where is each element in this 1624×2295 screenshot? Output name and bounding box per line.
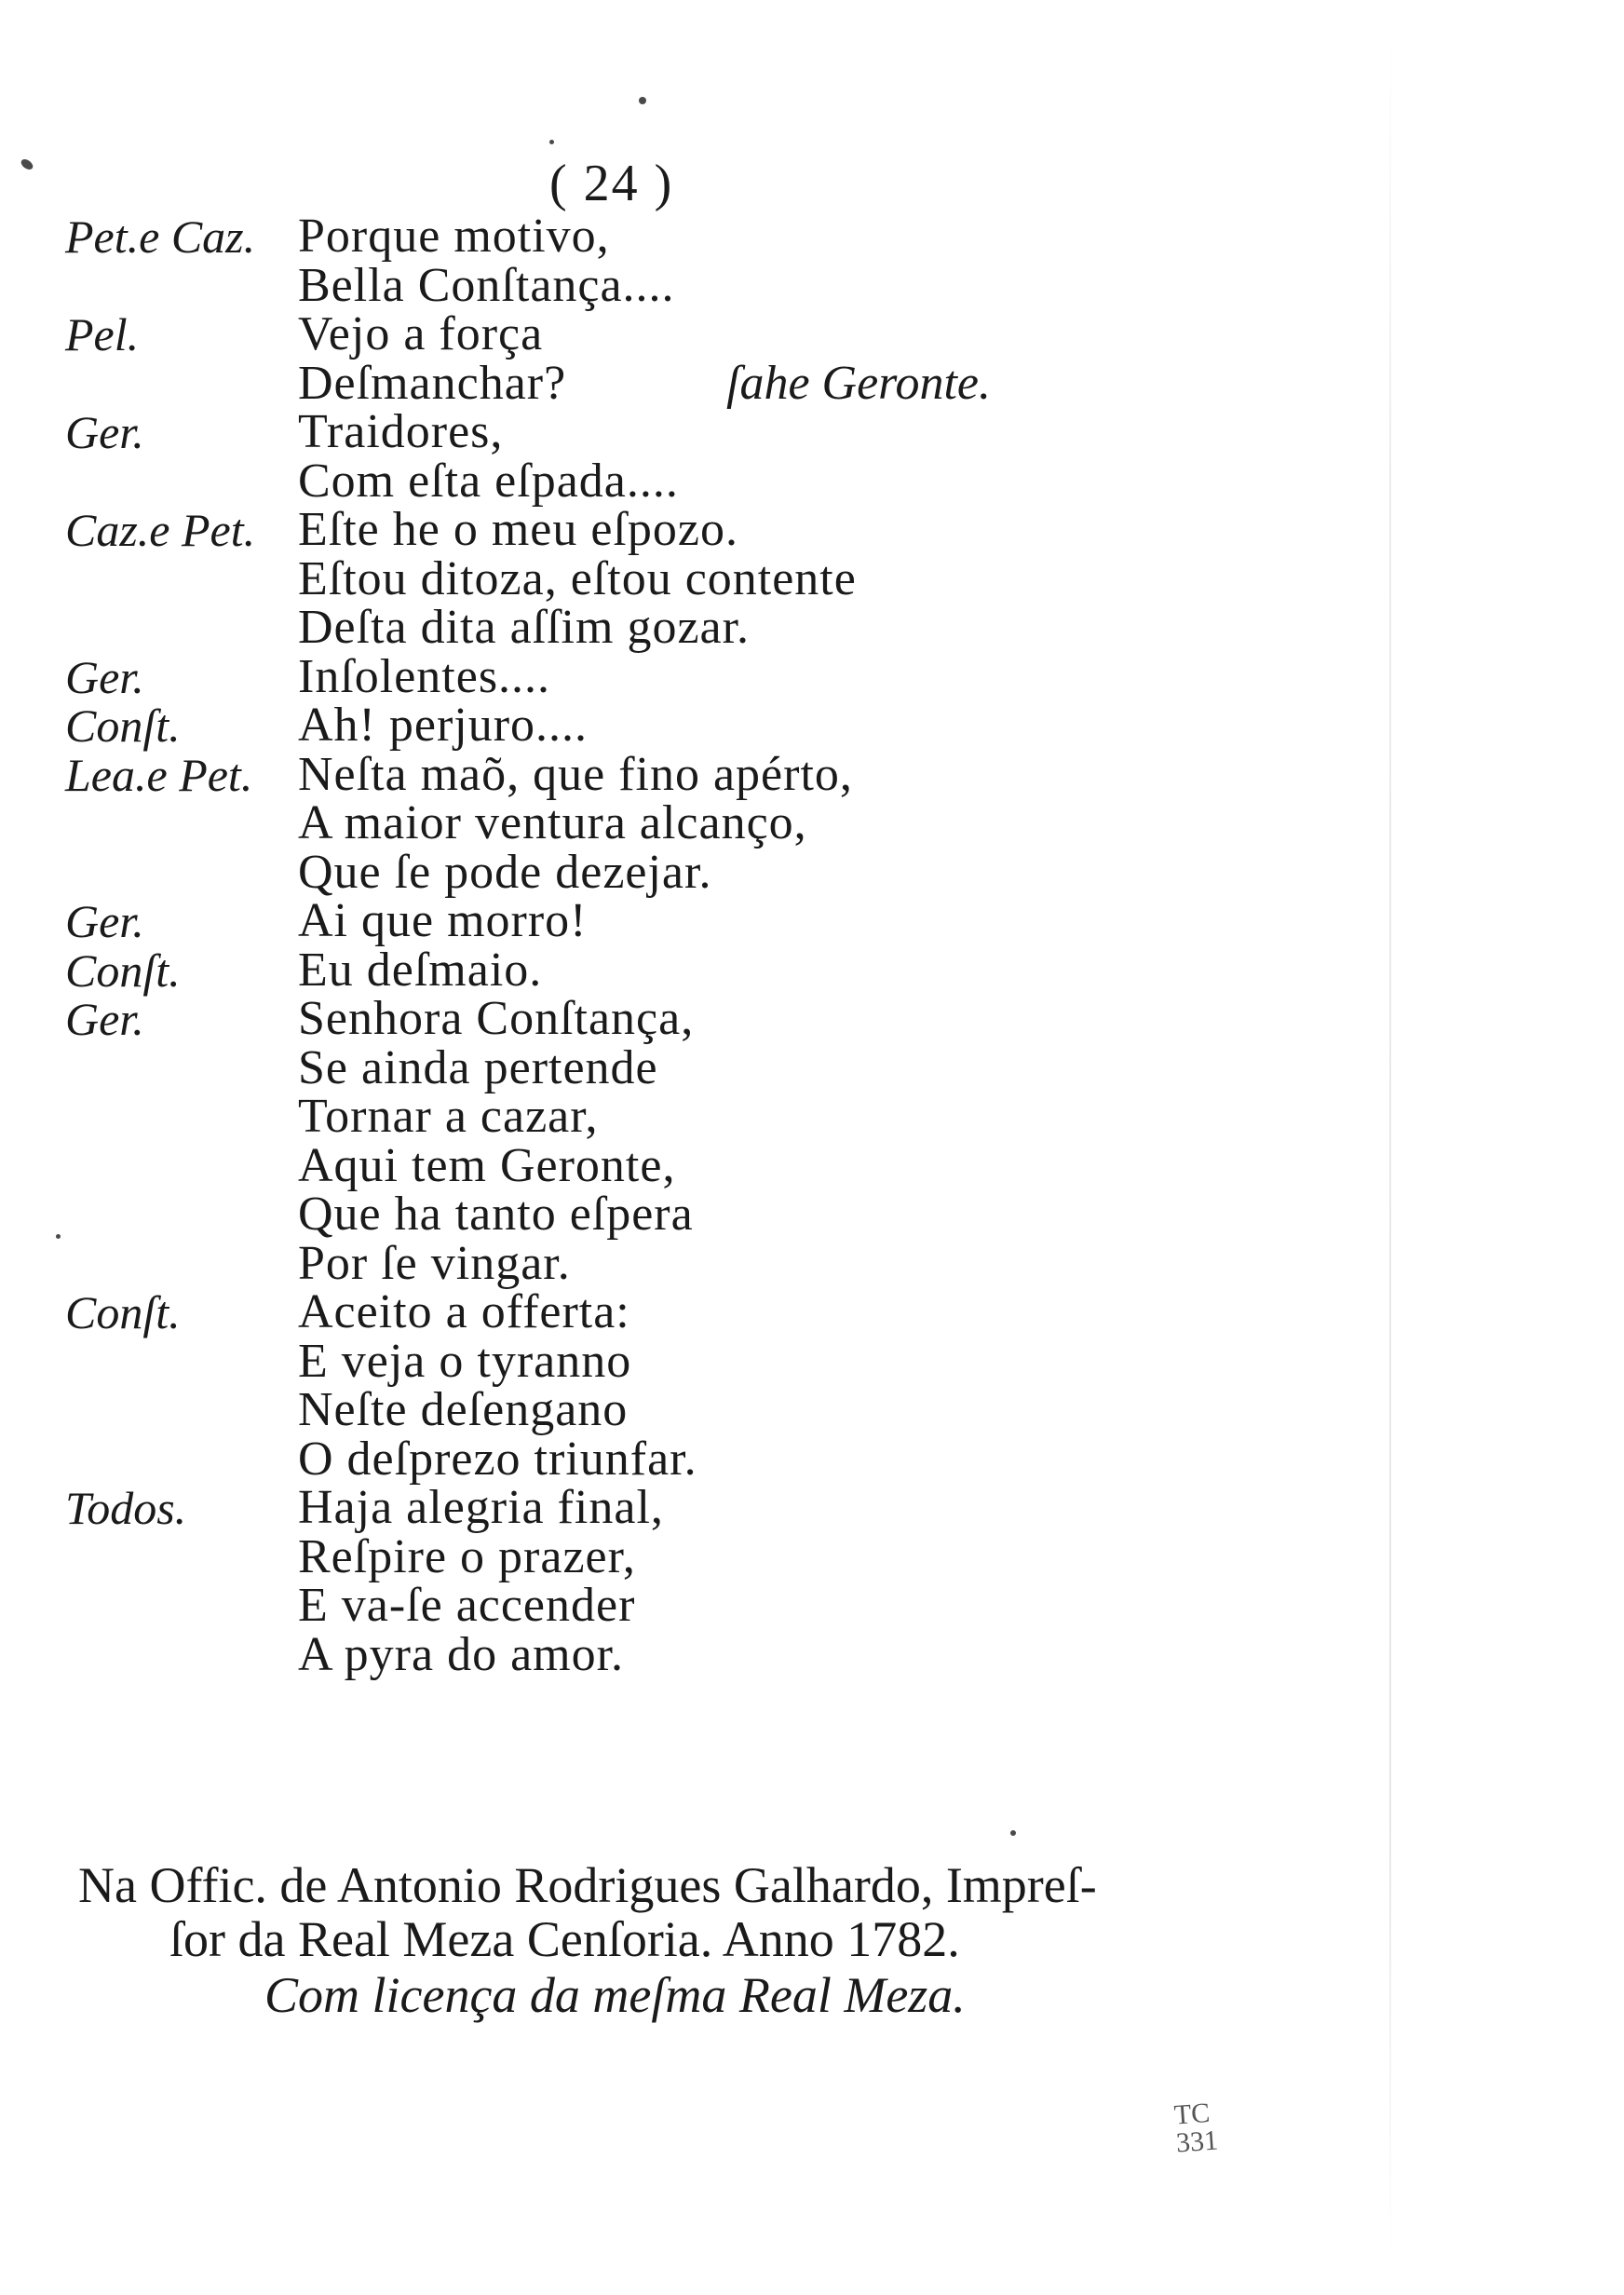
dialogue-line [65, 1481, 1276, 1534]
dialogue-line [65, 1529, 1276, 1583]
ink-blemish [639, 97, 646, 104]
verse-text: Haja alegria final, [298, 1481, 664, 1534]
stamp-line: TC [1172, 2097, 1211, 2131]
ink-blemish [20, 157, 35, 171]
verse-text: Deſmanchar? [298, 356, 567, 410]
dialogue-line [65, 701, 1276, 751]
speaker-name: Ger. [65, 993, 144, 1045]
speaker-name: Todos. [65, 1482, 187, 1534]
dialogue-line [65, 405, 1276, 458]
page-edge-shadow [1389, 37, 1391, 2254]
speaker-name: Conſt. [65, 1286, 181, 1338]
verse-text: Traidores, [298, 405, 504, 458]
verse-text: O deſprezo triunfar. [298, 1432, 697, 1486]
verse-text: Deſta dita aſſim gozar. [298, 601, 751, 654]
verse-text: Ai que morro! [298, 894, 588, 947]
verse-text: Com eſta eſpada.... [298, 454, 679, 508]
verse-text: Ah! perjuro.... [298, 699, 589, 752]
verse-text: Por ſe vingar. [298, 1236, 571, 1290]
speaker-name: Ger. [65, 895, 144, 947]
verse-text: Eſte he o meu eſpozo. [298, 503, 738, 556]
speaker-name: Lea.e Pet. [65, 748, 253, 801]
verse-text: Bella Conſtança.... [298, 258, 675, 312]
dialogue-line [65, 1579, 1276, 1632]
dialogue-line [65, 1383, 1276, 1436]
dialogue-line [65, 845, 1276, 899]
speaker-name: Conſt. [65, 699, 181, 752]
dialogue-line [65, 1090, 1276, 1143]
ink-blemish [549, 140, 554, 144]
verse-text: E veja o tyranno [298, 1334, 632, 1388]
verse-text: Que ha tanto eſpera [298, 1188, 694, 1241]
dialogue-line [65, 1285, 1276, 1338]
verse-text: Inſolentes.... [298, 649, 551, 703]
stamp-line: 331 [1174, 2125, 1220, 2159]
imprint-line-printer: Na Offic. de Antonio Rodrigues Galhardo, Impreſ- [78, 1857, 1097, 1913]
dialogue-line [65, 894, 1276, 947]
speaker-name: Pel. [65, 308, 140, 360]
verse-text: A maior ventura alcanço, [298, 796, 807, 849]
dialogue-line [65, 258, 1276, 312]
dialogue-line [65, 1040, 1276, 1094]
dialogue-line [65, 1190, 1276, 1240]
dialogue-line [65, 356, 1276, 410]
verse-text: Eſtou ditoza, eſtou contente [298, 551, 857, 605]
verse-text: Tornar a cazar, [298, 1090, 599, 1143]
library-stamp [1173, 2099, 1219, 2158]
verse-text: A pyra do amor. [298, 1627, 625, 1681]
dialogue-block [65, 212, 1276, 1679]
speaker-name: Caz.e Pet. [65, 504, 256, 556]
verse-text: Porque motivo, [298, 210, 610, 263]
dialogue-line [65, 747, 1276, 801]
verse-text: Aceito a offerta: [298, 1285, 630, 1338]
speaker-name: Conſt. [65, 944, 181, 997]
dialogue-line [65, 601, 1276, 654]
verse-text: Senhora Conſtança, [298, 992, 695, 1045]
dialogue-line [65, 212, 1276, 262]
speaker-name: Ger. [65, 650, 144, 703]
dialogue-line [65, 551, 1276, 605]
speaker-name: Ger. [65, 406, 144, 458]
ink-blemish [1010, 1830, 1016, 1836]
dialogue-line [65, 943, 1276, 997]
dialogue-line [65, 454, 1276, 508]
verse-text: Reſpire o prazer, [298, 1529, 636, 1583]
dialogue-line [65, 796, 1276, 849]
dialogue-line [65, 503, 1276, 556]
dialogue-line [65, 1236, 1276, 1290]
dialogue-line [65, 307, 1276, 360]
imprint-license: Com licença da meſma Real Meza. [264, 1967, 966, 2023]
imprint [78, 1858, 1242, 2022]
verse-text: Neſte deſengano [298, 1383, 629, 1436]
dialogue-line [65, 1138, 1276, 1192]
ink-blemish [56, 1234, 61, 1239]
verse-text: Neſta maõ, que fino apérto, [298, 747, 853, 801]
dialogue-line [65, 1432, 1276, 1486]
dialogue-line [65, 1627, 1276, 1681]
verse-text: Vejo a força [298, 307, 544, 360]
dialogue-line [65, 1334, 1276, 1388]
verse-text: Se ainda pertende [298, 1040, 658, 1094]
verse-text: Que ſe pode dezejar. [298, 845, 712, 899]
verse-text: E va-ſe accender [298, 1579, 636, 1632]
verse-text: Aqui tem Geronte, [298, 1138, 676, 1192]
dialogue-line [65, 992, 1276, 1045]
stage-direction: ſahe Geronte. [726, 356, 991, 410]
page-number: ( 24 ) [549, 155, 674, 212]
speaker-name: Pet.e Caz. [65, 210, 256, 263]
imprint-line-censor: ſor da Real Meza Cenſoria. Anno 1782. [169, 1911, 960, 1967]
verse-text: Eu deſmaio. [298, 943, 543, 997]
dialogue-line [65, 649, 1276, 703]
